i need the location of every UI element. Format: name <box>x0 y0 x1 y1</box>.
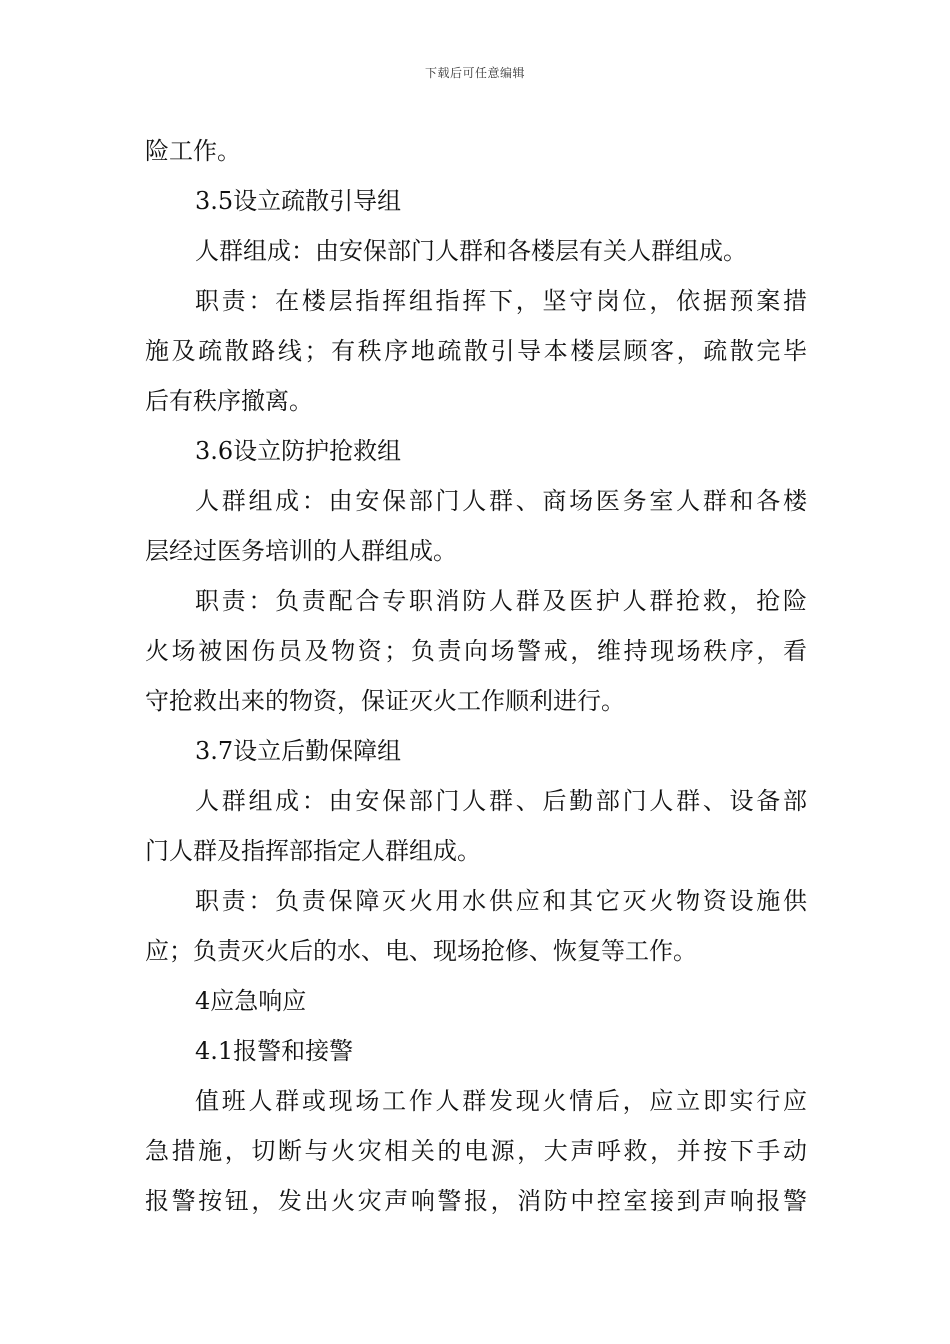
section-heading: 3.6设立防护抢救组 <box>195 437 402 465</box>
paragraph-line: 施及疏散路线；有秩序地疏散引导本楼层顾客，疏散完毕 <box>145 337 807 365</box>
section-heading: 3.7设立后勤保障组 <box>195 737 402 765</box>
paragraph-line: 人群组成：由安保部门人群和各楼层有关人群组成。 <box>195 237 747 265</box>
paragraph-line: 后有秩序撤离。 <box>145 387 313 415</box>
paragraph-line: 守抢救出来的物资，保证灭火工作顺利进行。 <box>145 687 625 715</box>
section-heading: 4应急响应 <box>195 987 307 1015</box>
paragraph-line: 门人群及指挥部指定人群组成。 <box>145 837 481 865</box>
section-heading: 4.1报警和接警 <box>195 1037 354 1065</box>
paragraph-line: 职责：在楼层指挥组指挥下，坚守岗位，依据预案措 <box>195 287 807 315</box>
paragraph-line: 职责：负责配合专职消防人群及医护人群抢救，抢险 <box>195 587 807 615</box>
paragraph-line: 人群组成：由安保部门人群、商场医务室人群和各楼 <box>195 487 807 515</box>
section-heading: 3.5设立疏散引导组 <box>195 187 402 215</box>
paragraph-line: 值班人群或现场工作人群发现火情后，应立即实行应 <box>195 1087 807 1115</box>
paragraph-line: 险工作。 <box>145 137 241 165</box>
paragraph-line: 人群组成：由安保部门人群、后勤部门人群、设备部 <box>195 787 807 815</box>
paragraph-line: 职责：负责保障灭火用水供应和其它灭火物资设施供 <box>195 887 807 915</box>
document-body <box>145 126 807 1226</box>
paragraph-line: 火场被困伤员及物资；负责向场警戒，维持现场秩序，看 <box>145 637 807 665</box>
paragraph-line: 层经过医务培训的人群组成。 <box>145 537 457 565</box>
paragraph-line: 报警按钮，发出火灾声响警报，消防中控室接到声响报警 <box>145 1187 807 1215</box>
page-header: 下载后可任意编辑 <box>424 66 525 80</box>
paragraph-line: 急措施，切断与火灾相关的电源，大声呼救，并按下手动 <box>145 1137 807 1165</box>
paragraph-line: 应；负责灭火后的水、电、现场抢修、恢复等工作。 <box>145 937 697 965</box>
